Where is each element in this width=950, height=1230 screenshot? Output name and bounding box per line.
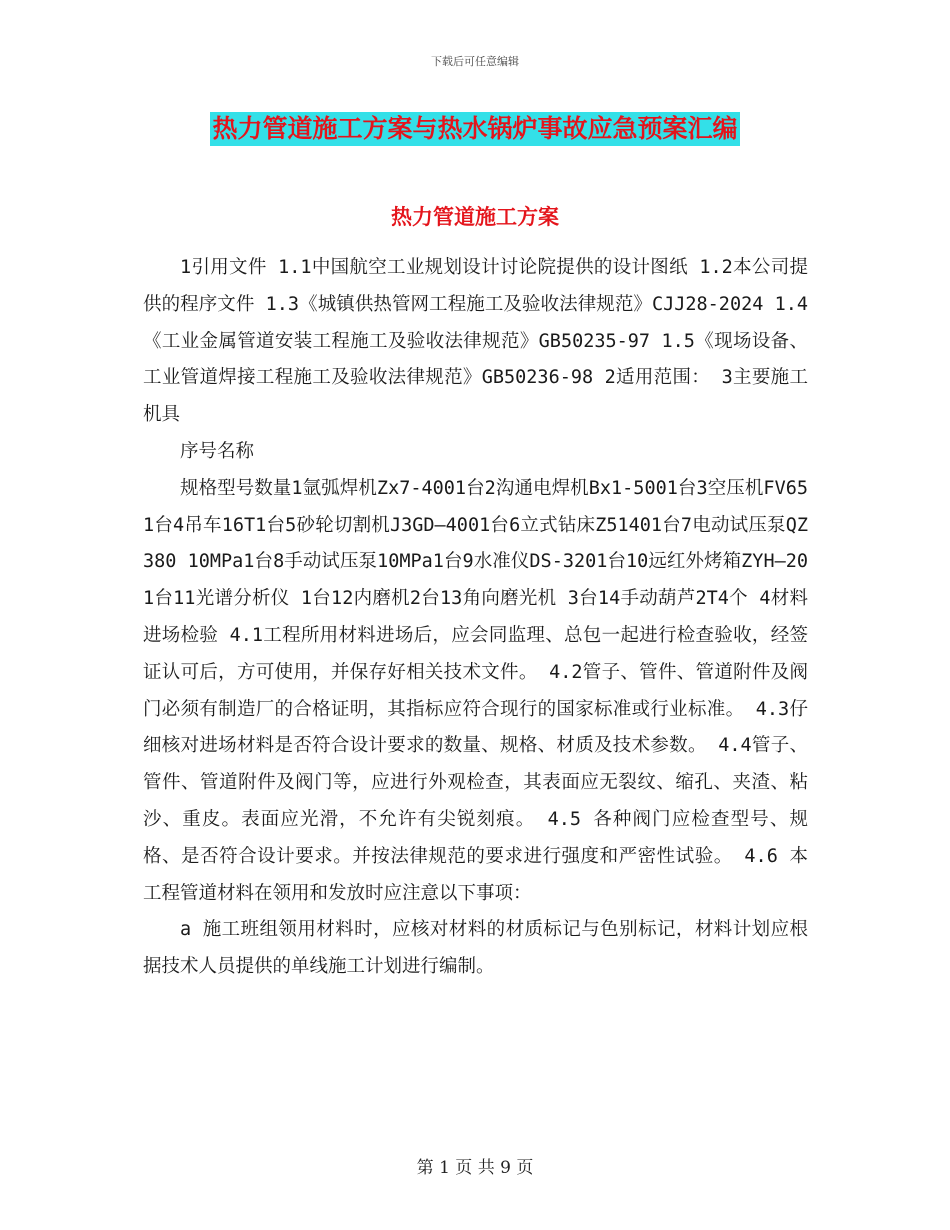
document-title-block xyxy=(0,112,950,146)
paragraph-table-header: 序号名称 xyxy=(180,440,255,462)
paragraph-equipment-and-inspection: 规格型号数量1氩弧焊机Zx7-4001台2沟通电焊机Bx1-5001台3空压机FV651台4吊车16T1台5砂轮切割机J3GD—4001台6立式钻床Z51401台7电动试压泵QZ380 10MPa1台8手动试压泵10MPa1台9水准仪DS-3201台10远红外烤箱ZYH—201台11光谱分析仪 1台12内磨机2台13角向磨光机 3台14手动葫芦2T4个 4材料进场检验 4.1工程所用材料进场后，应会同监理、总包一起进行检查验收，经签证认可后，方可使用，并保存好相关技术文件。 4.2管子、管件、管道附件及阀门必须有制造厂的合格证明，其指标应符合现行的国家标准或行业标准。 4.3仔细核对进场材料是否符合设计要求的数量、规格、材质及技术参数。 4.4管子、管件、管道附件及阀门等，应进行外观检查，其表面应无裂纹、缩孔、夹渣、粘沙、重皮。表面应光滑，不允许有尖锐刻痕。 4.5 各种阀门应检查型号、规格、是否符合设计要求。并按法律规范的要求进行强度和严密性试验。 4.6 本工程管道材料在领用和发放时应注意以下事项： xyxy=(143,477,808,904)
page-number: 第 1 页 共 9 页 xyxy=(416,1158,534,1178)
page-header-note: 下载后可任意编辑 xyxy=(431,55,519,68)
paragraph-material-issue: a 施工班组领用材料时，应核对材料的材质标记与色别标记，材料计划应根据技术人员提供的单线施工计划进行编制。 xyxy=(143,919,808,978)
section-title: 热力管道施工方案 xyxy=(391,204,559,229)
paragraph-references: 1引用文件 1.1中国航空工业规划设计讨论院提供的设计图纸 1.2本公司提供的程序文件 1.3《城镇供热管网工程施工及验收法律规范》CJJ28-2024 1.4《工业金属管道安装工程施工及验收法律规范》GB50235-97 1.5《现场设备、工业管道焊接工程施工及验收法律规范》GB50236-98 2适用范围： 3主要施工机具 xyxy=(143,257,808,426)
document-body xyxy=(143,250,808,986)
document-title: 热力管道施工方案与热水锅炉事故应急预案汇编 xyxy=(210,112,739,146)
